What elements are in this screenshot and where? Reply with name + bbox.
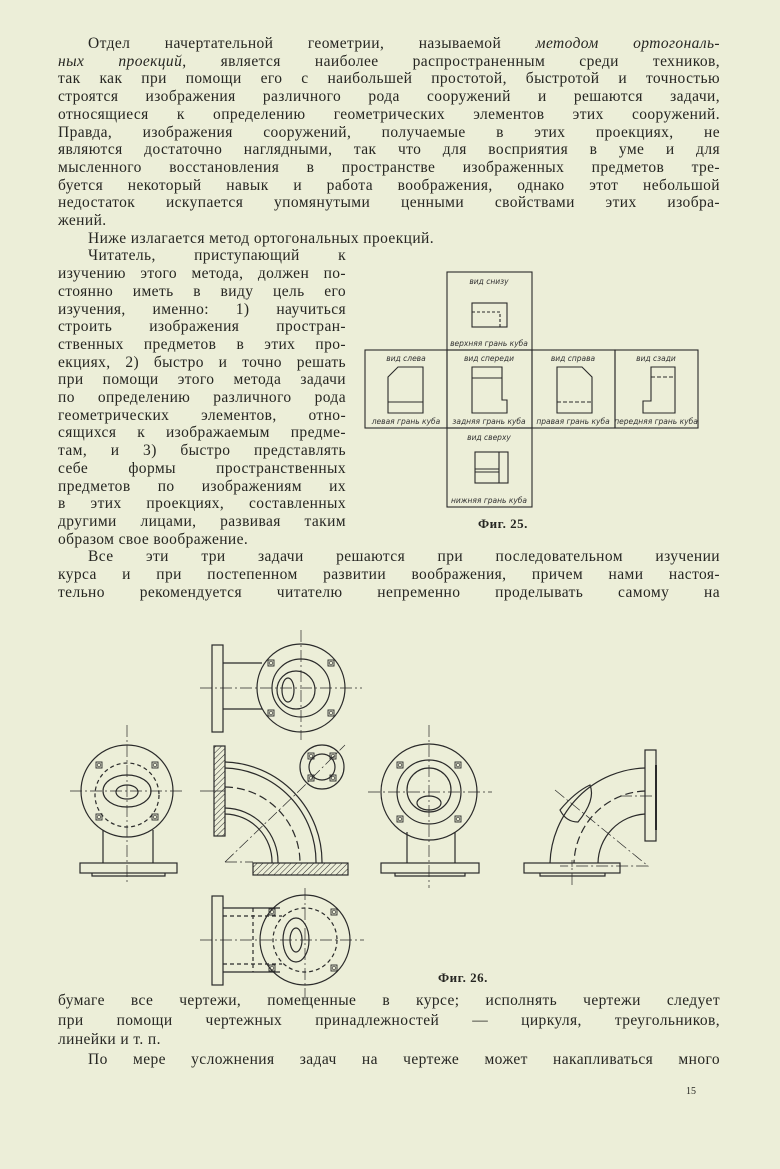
page-number: 15: [686, 1086, 696, 1097]
text-line: относящиеся к определению геометрических элементов этих сооружений.: [58, 105, 720, 123]
italic-term: ных проекций: [58, 52, 183, 70]
text-line: строить изображения простран-: [58, 318, 346, 336]
text-line: буется некоторый навык и работа воображения, однако этот небольшой: [58, 176, 720, 194]
text-line: Все эти три задачи решаются при последовательном изучении: [88, 548, 720, 566]
text-line: тельно рекомендуется читателю непременно проделывать самому на: [58, 583, 720, 601]
text-line: строятся изображения различного рода сооружений и решаются задачи,: [58, 88, 720, 106]
fig25-label: передняя грань куба: [614, 417, 698, 426]
text-line: мысленного восстановления в пространстве изображенных предметов тре-: [58, 158, 720, 176]
fig25-label: нижняя грань куба: [450, 496, 528, 505]
text-span: Отдел начертательной геометрии, называемой: [88, 35, 536, 52]
text-line: Правда, изображения сооружений, получаемые в этих проекциях, не: [58, 123, 720, 141]
text-line: там, и 3) быстро представлять: [58, 442, 346, 460]
text-line: другими лицами, развивая таким: [58, 512, 346, 530]
text-line: екциях, 2) быстро и точно решать: [58, 353, 346, 371]
fig25-label: правая грань куба: [536, 417, 610, 426]
text-line: геометрических элементов, отно-: [58, 406, 346, 424]
text-line: курса и при постепенном развитии воображения, причем нами настоя-: [58, 566, 720, 583]
text-line: Читатель, приступающий к: [88, 247, 346, 265]
text-line: По мере усложнения задач на чертеже может накапливаться много: [88, 1050, 720, 1068]
figure-26-pipe-elbow-views: [0, 630, 780, 1002]
fig25-label: вид спереди: [464, 354, 514, 363]
text-line: по определению различного рода: [58, 389, 346, 406]
fig25-label: вид снизу: [469, 277, 509, 286]
figure-25-cube-views: [362, 270, 704, 512]
text-line: изучения, именно: 1) научиться: [58, 300, 346, 318]
text-line: недостаток искупается упомянутыми ценными свойствами этих изобра-: [58, 194, 720, 212]
text-line: сящихся к изображаемым предме-: [58, 424, 346, 442]
text-line: Ниже излагается метод ортогональных проекций.: [88, 229, 435, 247]
pipe-view-left: [70, 725, 185, 885]
figure-25-caption: Фиг. 25.: [478, 516, 528, 531]
fig25-label: вид сзади: [636, 354, 676, 363]
pipe-view-top: [200, 630, 362, 740]
text-line: ственных предметов в этих про-: [58, 335, 346, 353]
pipe-view-side: [524, 750, 660, 885]
fig25-label: вид слева: [386, 354, 426, 363]
text-line: при помощи этого метода задачи: [58, 371, 346, 389]
fig25-label: задняя грань куба: [452, 417, 526, 426]
text-line: изучению этого метода, должен по-: [58, 265, 346, 283]
fig25-label: вид справа: [550, 354, 596, 363]
text-line: в этих проекциях, составленных: [58, 495, 346, 513]
italic-term: методом ортогональ-: [535, 35, 720, 52]
fig25-label: левая грань куба: [371, 417, 441, 426]
text-line: [88, 35, 720, 53]
fig25-label: вид сверху: [467, 433, 511, 442]
text-line: [58, 53, 720, 71]
text-line: стоянно иметь в виду цель его: [58, 282, 346, 300]
text-line: являются достаточно наглядными, так что для восприятия в уме и для: [58, 141, 720, 159]
pipe-view-section: [200, 745, 348, 875]
text-line: линейки и т. п.: [58, 1031, 161, 1048]
text-span: , является наиболее распространенным среди техников,: [182, 52, 720, 70]
text-line: предметов по изображениям их: [58, 477, 346, 495]
text-line: бумаге все чертежи, помещенные в курсе; исполнять чертежи следует: [58, 992, 720, 1009]
text-line: образом свое воображение.: [58, 530, 249, 548]
pipe-view-bottom: [200, 888, 364, 1000]
text-line: себе формы пространственных: [58, 459, 346, 477]
text-line: жений.: [58, 212, 107, 229]
text-line: при помощи чертежных принадлежностей — циркуля, треугольников,: [58, 1011, 720, 1029]
text-line: так как при помощи его с наибольшей простотой, быстротой и точностью: [58, 70, 720, 88]
figure-26-caption: Фиг. 26.: [438, 970, 488, 985]
fig25-label: верхняя грань куба: [450, 339, 528, 348]
pipe-view-front: [368, 725, 492, 888]
